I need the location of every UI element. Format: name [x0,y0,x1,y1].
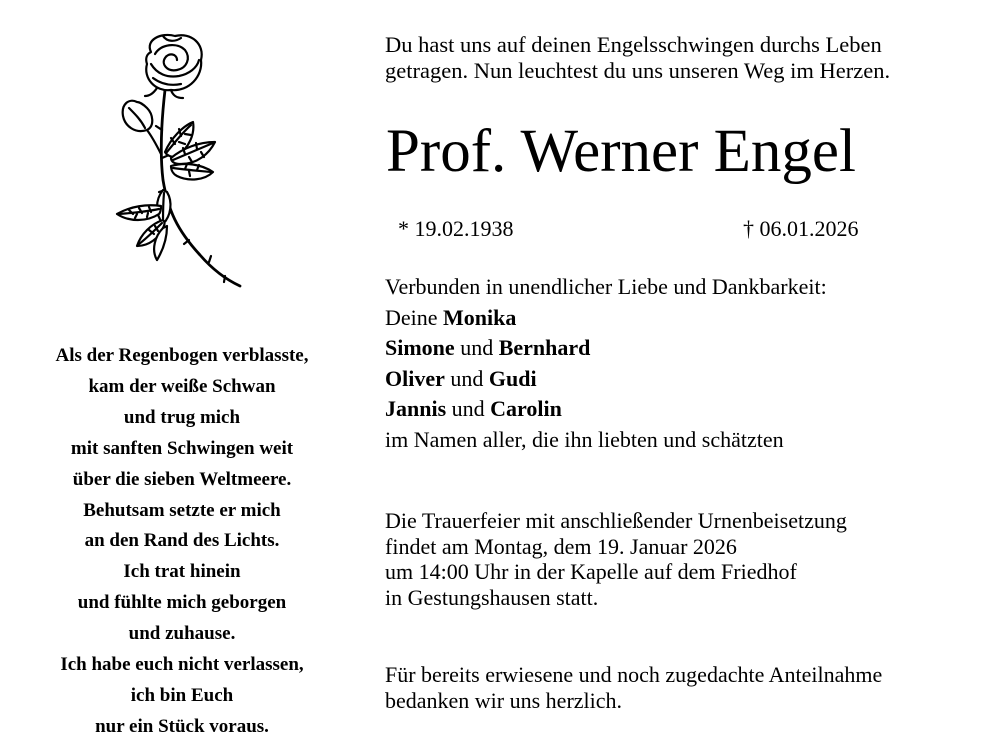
life-dates [385,216,985,246]
poem-line: und trug mich [123,406,241,428]
poem-line: und fühlte mich geborgen [77,592,287,614]
poem-line: über die sieben Weltmeere. [72,468,292,490]
poem-line: Ich habe euch nicht verlassen, [60,654,304,676]
poem-line: an den Rand des Lichts. [84,530,280,552]
service-line: findet am Montag, dem 19. Januar 2026 [385,533,737,559]
poem-line: mit sanften Schwingen weit [70,437,294,459]
poem-line: und zuhause. [128,623,236,645]
family-line [385,303,827,334]
poem-line: ich bin Euch [130,684,234,706]
poem-line: nur ein Stück voraus. [95,715,269,737]
poem-line: Als der Regenbogen verblasste, [55,345,309,366]
rose-icon [105,30,255,292]
death-date: † 06.01.2026 [743,216,859,241]
service-line: Die Trauerfeier mit anschließender Urnenbeisetzung [385,508,847,533]
family-intro: Verbunden in unendlicher Liebe und Dankbarkeit: [385,274,827,299]
motto [385,32,890,84]
family-line [385,364,827,395]
family-member: Jannis [385,396,447,422]
family-closing: im Namen aller, die ihn liebten und schätzten [385,426,784,452]
family-line [385,333,827,364]
family-signature [385,272,827,456]
thanks-line: Für bereits erwiesene und noch zugedachte Anteilnahme [385,662,883,687]
family-und: und [451,396,485,422]
family-member: Monika [443,304,517,330]
family-deine: Deine [385,304,438,330]
poem-line: kam der weiße Schwan [88,375,276,397]
poem [18,341,346,743]
poem-line: Behutsam setzte er mich [83,499,281,521]
left-column [0,0,365,737]
family-member: Simone [385,335,455,361]
motto-line: getragen. Nun leuchtest du uns unseren Weg im Herzen. [385,58,891,83]
family-und: und [460,335,494,361]
poem-line: Ich trat hinein [123,561,241,583]
service-notice [385,508,847,610]
family-member: Gudi [488,365,537,391]
motto-line: Du hast uns auf deinen Engelsschwingen durchs Leben [385,32,882,57]
family-und: und [450,365,484,391]
family-member: Carolin [490,396,562,422]
thanks-line: bedanken wir uns herzlich. [385,687,623,713]
thanks-notice [385,662,882,713]
deceased-name: Prof. Werner Engel [386,118,856,185]
service-line: in Gestungshausen statt. [385,584,599,610]
family-line [385,394,827,425]
birth-date: * 19.02.1938 [398,216,514,241]
family-member: Oliver [385,365,445,391]
family-member: Bernhard [498,335,591,361]
service-line: um 14:00 Uhr in der Kapelle auf dem Friedhof [385,559,797,584]
